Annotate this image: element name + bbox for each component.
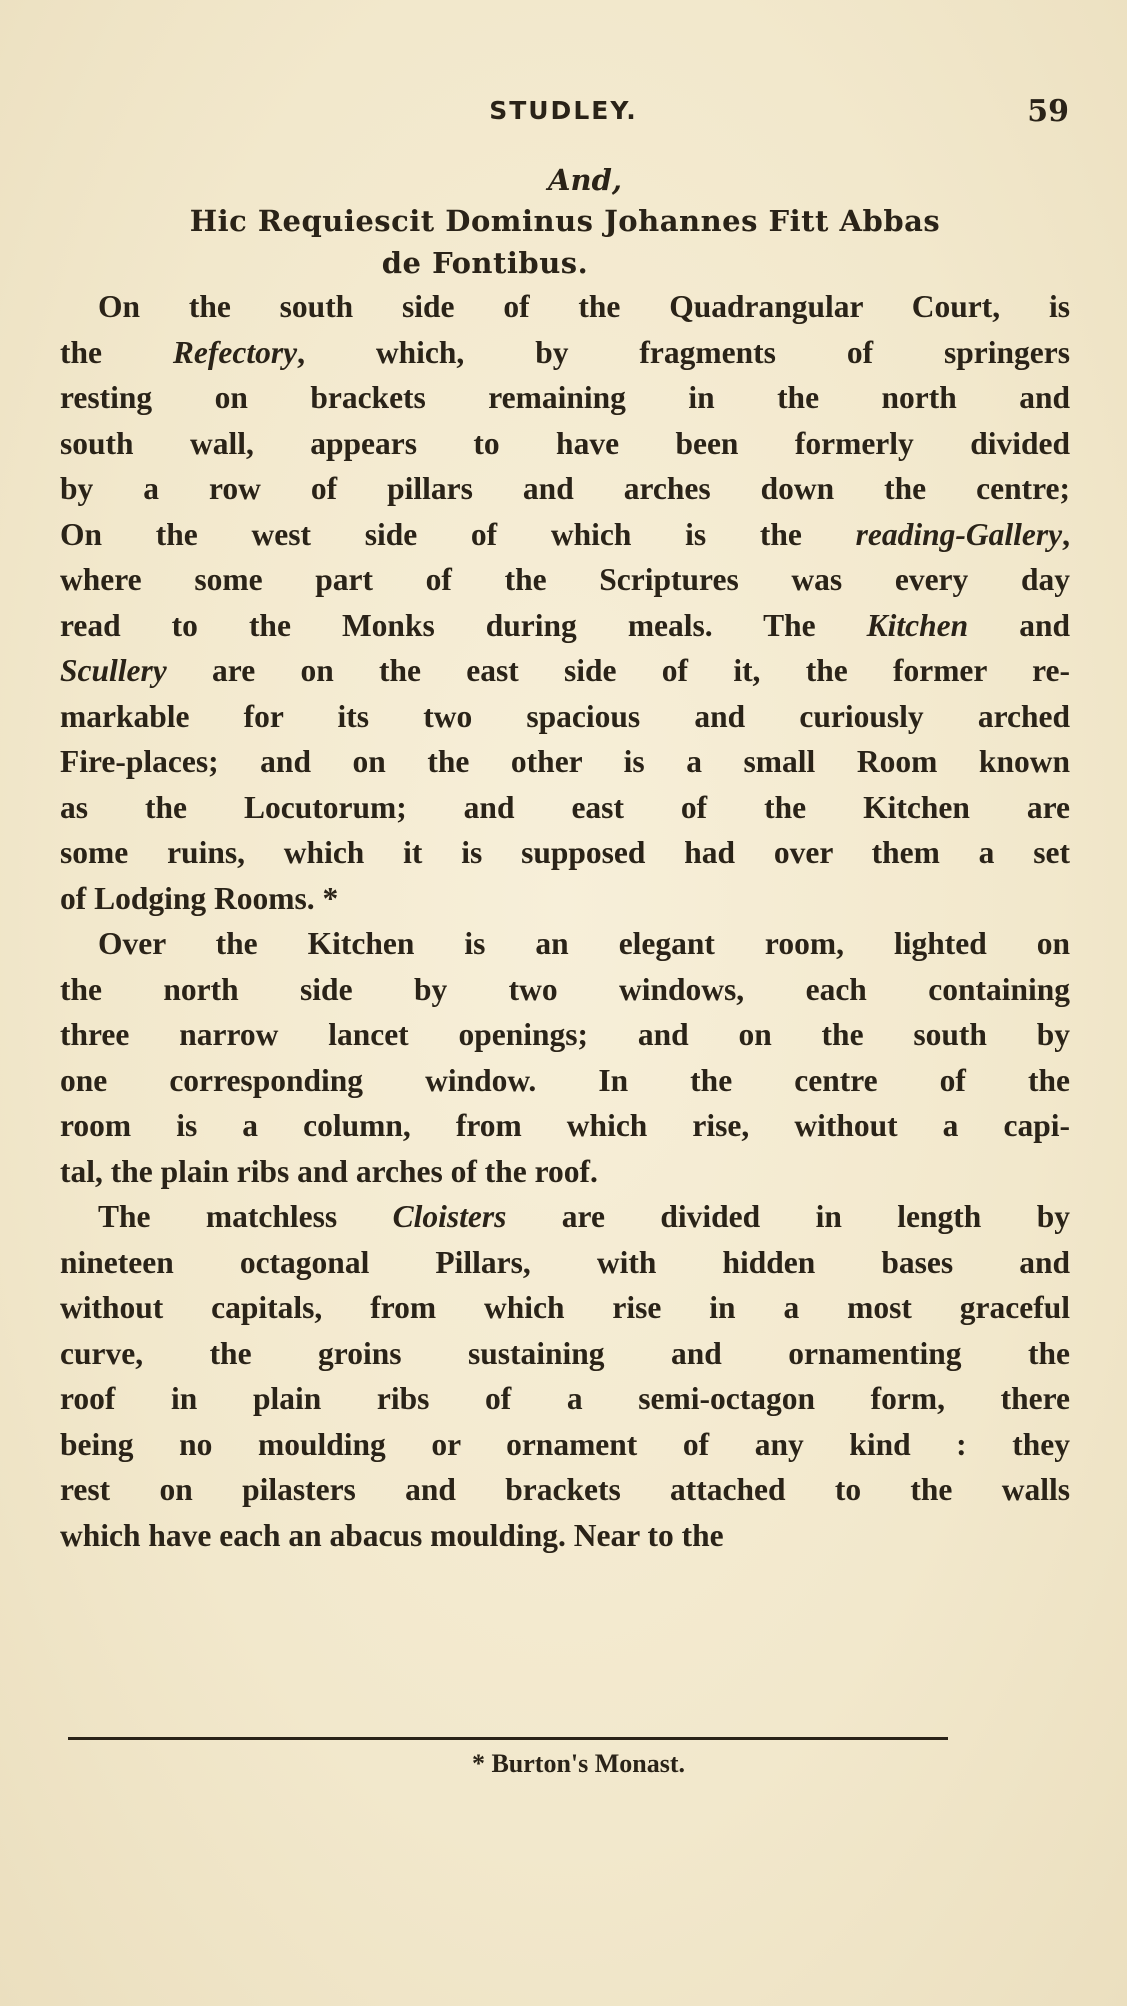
- text-line: without capitals, from which rise in a most graceful: [60, 1290, 1070, 1325]
- text-line: On the south side of the Quadrangular Court, is: [98, 289, 1070, 324]
- text-line: one corresponding window. In the centre of the: [60, 1062, 1070, 1098]
- epitaph-and: And,: [548, 163, 622, 197]
- text-line: south wall, appears to have been formerly divided: [60, 425, 1070, 461]
- text-line: Over the Kitchen is an elegant room, lighted on: [98, 926, 1070, 961]
- paragraph: [60, 284, 1070, 921]
- text-line: curve, the groins sustaining and ornamenting the: [60, 1335, 1070, 1371]
- footnote-rule: [68, 1737, 948, 1740]
- footnote-text: * Burton's Monast.: [471, 1749, 686, 1778]
- text-line: nineteen octagonal Pillars, with hidden bases and: [60, 1244, 1070, 1280]
- text-line: The matchless Cloisters are divided in length by: [98, 1199, 1070, 1234]
- text-line: resting on brackets remaining in the north and: [60, 380, 1070, 415]
- text-line: tal, the plain ribs and arches of the roof.: [60, 1153, 598, 1189]
- epitaph-line-1: Hic Requiescit Dominus Johannes Fitt Abbas: [189, 204, 941, 238]
- text-line: rest on pilasters and brackets attached to the walls: [60, 1472, 1070, 1507]
- running-head: STUDLEY.: [489, 96, 638, 125]
- text-line: read to the Monks during meals. The Kitchen and: [60, 607, 1070, 643]
- epitaph-line-2: de Fontibus.: [381, 246, 589, 280]
- text-line: On the west side of which is the reading-Gallery,: [60, 516, 1070, 552]
- text-line: the Refectory, which, by fragments of springers: [60, 334, 1070, 370]
- text-line: of Lodging Rooms. *: [60, 880, 339, 916]
- paragraph: [60, 921, 1070, 1194]
- footnote: [0, 1749, 1127, 1779]
- text-line: by a row of pillars and arches down the centre;: [60, 471, 1070, 506]
- text-line: as the Locutorum; and east of the Kitchen are: [60, 789, 1070, 825]
- text-line: which have each an abacus moulding. Near to the: [60, 1517, 724, 1553]
- page-number: 59: [1027, 94, 1069, 129]
- text-line: Scullery are on the east side of it, the former re-: [60, 653, 1070, 688]
- text-line: three narrow lancet openings; and on the south by: [60, 1017, 1070, 1052]
- text-line: roof in plain ribs of a semi-octagon form, there: [60, 1381, 1070, 1416]
- text-line: being no moulding or ornament of any kind : they: [60, 1426, 1070, 1462]
- text-line: room is a column, from which rise, without a capi-: [60, 1108, 1070, 1143]
- text-line: the north side by two windows, each containing: [60, 971, 1070, 1007]
- body-text: [60, 160, 1070, 1558]
- text-line: some ruins, which it is supposed had over them a set: [60, 835, 1070, 870]
- paragraphs: [60, 284, 1070, 1558]
- text-line: where some part of the Scriptures was every day: [60, 562, 1070, 597]
- text-line: markable for its two spacious and curiously arched: [60, 698, 1070, 734]
- paragraph: [60, 1194, 1070, 1558]
- page-header: [0, 96, 1127, 136]
- text-line: Fire-places; and on the other is a small Room known: [60, 744, 1070, 779]
